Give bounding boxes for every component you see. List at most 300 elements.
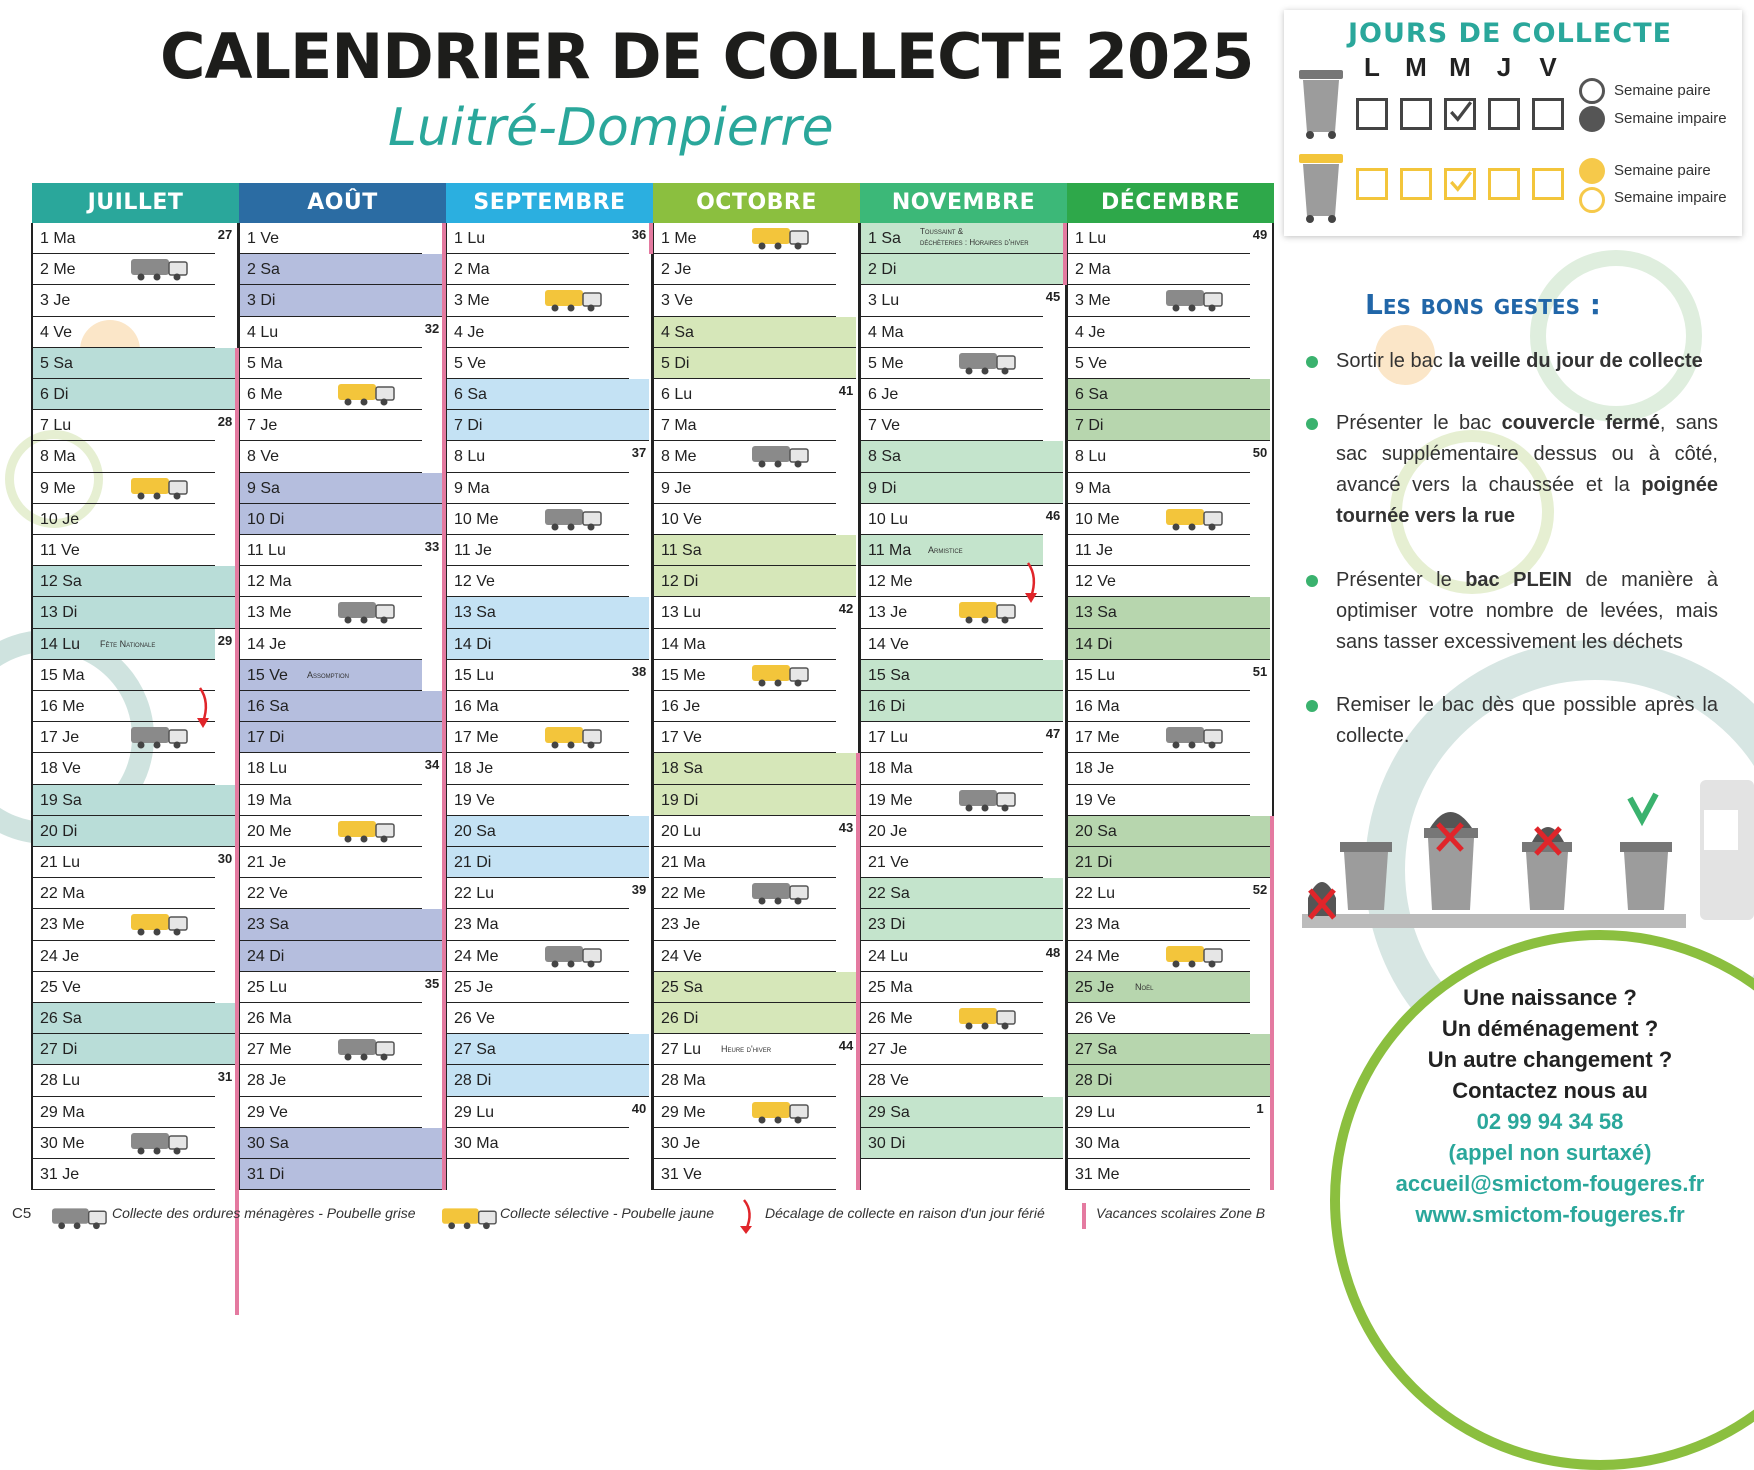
- day-row: [446, 941, 629, 972]
- bins-illustration: [1300, 770, 1754, 940]
- day-label: 5 Me: [868, 354, 904, 372]
- week-number: 44: [838, 1038, 854, 1054]
- day-label: 27 Lu: [661, 1041, 702, 1059]
- day-label: 30 Sa: [247, 1134, 289, 1152]
- day-row: [1067, 566, 1250, 597]
- day-label: 11 Sa: [661, 542, 702, 559]
- yellow-truck-icon: [338, 382, 396, 406]
- even-week-grey-legend-dot: [1579, 78, 1605, 104]
- week-number: 48: [1045, 944, 1061, 960]
- day-label: 6 Di: [40, 386, 69, 403]
- day-label: 19 Me: [868, 791, 913, 809]
- day-row: [32, 941, 215, 972]
- week-number: 29: [217, 632, 233, 648]
- day-label: 28 Lu: [40, 1072, 81, 1090]
- day-label: 2 Ma: [454, 261, 490, 279]
- day-label: 15 Lu: [454, 666, 495, 684]
- day-label: 4 Je: [454, 323, 485, 341]
- day-label: 6 Lu: [661, 386, 693, 403]
- day-row: [1067, 285, 1250, 316]
- day-label: 3 Me: [454, 292, 490, 310]
- month-column: [1067, 183, 1274, 1183]
- day-row: [239, 629, 422, 660]
- day-label: 12 Sa: [40, 573, 82, 591]
- day-row: [653, 410, 836, 441]
- weekday-letter: J: [1496, 52, 1512, 82]
- day-row: [239, 691, 442, 722]
- website-link[interactable]: www.smictom-fougeres.fr: [1415, 1202, 1685, 1227]
- day-row: [239, 1128, 442, 1159]
- day-row: [860, 441, 1063, 472]
- day-label: 25 Je: [454, 978, 494, 996]
- yellow-collection-day-checkbox[interactable]: [1488, 168, 1520, 200]
- day-row: [32, 254, 215, 285]
- month-header: NOVEMBRE: [860, 183, 1067, 223]
- day-row: [446, 722, 629, 753]
- day-label: 29 Lu: [1075, 1103, 1116, 1121]
- day-row: [860, 379, 1043, 410]
- day-row: [32, 348, 235, 379]
- day-row: [239, 847, 422, 878]
- day-row: [446, 629, 649, 660]
- phone-note: (appel non surtaxé): [1448, 1140, 1652, 1165]
- day-row: [239, 722, 442, 753]
- grey-collection-day-checkbox[interactable]: [1444, 98, 1476, 130]
- day-row: [239, 941, 442, 972]
- day-label: 29 Lu: [454, 1103, 495, 1121]
- day-row: [1067, 473, 1250, 504]
- day-label: 2 Ma: [1075, 261, 1111, 279]
- day-row: [860, 909, 1063, 940]
- day-label: 2 Me: [40, 261, 76, 279]
- day-label: 5 Sa: [40, 354, 73, 372]
- day-label: 13 Me: [247, 604, 292, 622]
- week-number: 38: [631, 663, 647, 679]
- good-practice-tip: [1336, 346, 1718, 377]
- day-label: 19 Di: [661, 791, 699, 809]
- day-label: 22 Sa: [868, 885, 910, 903]
- day-label: 3 Me: [1075, 292, 1111, 310]
- day-label: 10 Ve: [661, 510, 702, 528]
- day-label: 8 Lu: [454, 448, 486, 466]
- day-row: [239, 317, 422, 348]
- day-row: [32, 753, 215, 784]
- day-row: [446, 379, 649, 410]
- day-row: [653, 535, 856, 566]
- grey-collection-day-checkbox[interactable]: [1356, 98, 1388, 130]
- day-label: 4 Sa: [661, 323, 694, 341]
- day-label: 18 Ma: [868, 760, 913, 778]
- day-row: [653, 785, 856, 816]
- day-label: 25 Je: [1075, 978, 1115, 996]
- day-label: 13 Je: [868, 604, 908, 622]
- day-label: 7 Je: [247, 417, 278, 435]
- day-label: 25 Lu: [247, 978, 288, 996]
- week-number: 37: [631, 445, 647, 461]
- day-row: [653, 566, 856, 597]
- day-row: [239, 473, 442, 504]
- day-label: 11 Ve: [40, 542, 80, 559]
- day-row: [860, 317, 1043, 348]
- day-row: [860, 629, 1043, 660]
- tip-bullet: [1306, 700, 1318, 712]
- collection-days-box: [1284, 10, 1742, 236]
- day-label: 13 Sa: [454, 604, 496, 622]
- good-practice-tip: [1336, 565, 1718, 658]
- grey-truck-icon: [1166, 725, 1224, 749]
- day-row: [860, 722, 1043, 753]
- day-row: [1067, 816, 1270, 847]
- day-label: 24 Di: [247, 947, 285, 965]
- day-label: 30 Di: [868, 1134, 906, 1152]
- day-label: 14 Ve: [868, 635, 909, 653]
- grey-collection-day-checkbox[interactable]: [1532, 98, 1564, 130]
- tip-emphasis: la veille du jour de collecte: [1448, 350, 1703, 372]
- tip-bullet: [1306, 356, 1318, 368]
- week-number: 33: [424, 539, 440, 554]
- day-label: 7 Ve: [868, 417, 901, 435]
- day-row: [239, 909, 442, 940]
- day-row: [32, 1128, 215, 1159]
- day-row: [1067, 1128, 1250, 1159]
- week-number: 47: [1045, 726, 1061, 742]
- day-label: 27 Sa: [454, 1041, 496, 1059]
- day-label: 18 Je: [454, 760, 494, 778]
- day-label: 4 Ve: [40, 323, 73, 341]
- day-label: 4 Ma: [868, 323, 904, 341]
- week-number: 41: [838, 383, 854, 398]
- day-row: [446, 348, 629, 379]
- day-row: [446, 1128, 629, 1159]
- tip-text: , sans sac supplémentaire dessus ou à côté, avancé vers la chaussée et la: [1336, 412, 1719, 496]
- week-number: 28: [217, 414, 233, 430]
- good-practices-title: Les bons gestes :: [1365, 288, 1601, 321]
- day-label: 22 Lu: [1075, 885, 1116, 903]
- month-header: OCTOBRE: [653, 183, 860, 223]
- day-row: [1067, 597, 1270, 628]
- holiday-shift-arrow-icon: [194, 686, 214, 731]
- day-label: 25 Sa: [661, 978, 703, 996]
- even-week-label: Semaine paire: [1614, 162, 1711, 179]
- day-label: 14 Je: [247, 635, 287, 653]
- grey-collection-day-checkbox[interactable]: [1400, 98, 1432, 130]
- day-label: 19 Ve: [454, 791, 495, 809]
- day-label: 1 Sa: [868, 230, 901, 247]
- holiday-note: Armistice: [928, 545, 963, 555]
- tip-text: Sortir le bac: [1336, 350, 1449, 372]
- day-label: 9 Je: [661, 479, 692, 497]
- week-number: 35: [424, 975, 440, 991]
- weekday-letter: M: [1405, 52, 1427, 82]
- day-row: [1067, 441, 1250, 472]
- yellow-truck-icon: [338, 819, 396, 843]
- yellow-truck-icon: [959, 600, 1017, 624]
- day-label: 1 Lu: [1075, 230, 1107, 247]
- day-label: 27 Di: [40, 1041, 78, 1059]
- day-label: 25 Ma: [868, 978, 913, 996]
- week-number: 45: [1045, 289, 1061, 305]
- day-row: [446, 285, 629, 316]
- day-row: [32, 972, 215, 1003]
- yellow-truck-icon: [752, 663, 810, 687]
- contact-block: [1360, 982, 1740, 1230]
- day-label: 23 Ma: [1075, 916, 1120, 934]
- day-row: [32, 473, 215, 504]
- yellow-truck-icon: [131, 912, 189, 936]
- day-row: [653, 348, 856, 379]
- day-row: [446, 317, 629, 348]
- day-row: [653, 972, 856, 1003]
- grey-truck-icon: [338, 600, 396, 624]
- yellow-collection-day-checkbox[interactable]: [1532, 168, 1564, 200]
- grey-bin-icon: [1298, 68, 1344, 140]
- day-row: [32, 535, 215, 566]
- day-label: 13 Lu: [661, 604, 702, 622]
- school-holiday-bar: [442, 223, 446, 1190]
- day-row: [32, 847, 215, 878]
- day-row: [32, 1065, 215, 1096]
- week-number: 34: [424, 757, 440, 773]
- week-number: 46: [1045, 507, 1061, 523]
- yellow-truck-icon: [545, 288, 603, 312]
- day-row: [1067, 691, 1250, 722]
- tip-text: Présenter le: [1336, 569, 1466, 591]
- day-label: 29 Me: [661, 1103, 706, 1121]
- day-label: 12 Ve: [1075, 573, 1116, 591]
- day-label: 17 Je: [40, 729, 80, 747]
- day-row: [1067, 785, 1250, 816]
- grey-truck-icon: [338, 1037, 396, 1061]
- day-label: 3 Ve: [661, 292, 694, 310]
- day-row: [32, 1159, 215, 1190]
- day-label: 27 Je: [868, 1041, 908, 1059]
- column-divider: [1066, 223, 1068, 1190]
- day-label: 26 Ve: [454, 1010, 495, 1027]
- day-label: 23 Me: [40, 916, 85, 934]
- day-row: [239, 223, 422, 254]
- good-practice-tip: [1336, 408, 1718, 532]
- day-row: [239, 785, 422, 816]
- day-label: 6 Me: [247, 386, 283, 403]
- day-row: [653, 285, 836, 316]
- day-row: [1067, 223, 1250, 254]
- day-row: [1067, 847, 1270, 878]
- tip-emphasis: bac PLEIN: [1465, 569, 1573, 591]
- day-label: 16 Ma: [454, 698, 499, 715]
- yellow-truck-icon: [752, 226, 810, 250]
- day-row: [446, 504, 629, 535]
- day-row: [239, 504, 442, 535]
- day-label: 20 Sa: [454, 822, 496, 840]
- week-number: 52: [1252, 882, 1268, 898]
- yellow-collection-day-checkbox[interactable]: [1444, 168, 1476, 200]
- grey-truck-icon: [131, 257, 189, 281]
- yellow-truck-icon: [1166, 507, 1224, 531]
- day-label: 6 Sa: [1075, 386, 1108, 403]
- day-row: [239, 348, 422, 379]
- phone-number[interactable]: 02 99 94 34 58: [1476, 1109, 1624, 1134]
- day-row: [239, 878, 422, 909]
- day-row: [860, 1128, 1063, 1159]
- day-label: 10 Me: [1075, 510, 1120, 528]
- legend-vacances-label: Vacances scolaires Zone B: [1096, 1205, 1266, 1221]
- week-number: 42: [838, 601, 854, 617]
- day-row: [446, 909, 629, 940]
- day-row: [1067, 1065, 1270, 1096]
- holiday-note-line: Toussaint &: [920, 227, 964, 236]
- day-label: 15 Me: [661, 666, 706, 684]
- day-label: 4 Je: [1075, 323, 1106, 341]
- day-label: 13 Sa: [1075, 604, 1117, 622]
- day-row: [860, 566, 1043, 597]
- day-row: [32, 691, 215, 722]
- day-row: [860, 785, 1043, 816]
- day-label: 27 Sa: [1075, 1041, 1117, 1059]
- day-row: [239, 753, 422, 784]
- day-row: [239, 410, 422, 441]
- day-label: 5 Ve: [454, 354, 487, 372]
- day-row: [446, 1065, 649, 1096]
- day-row: [653, 223, 836, 254]
- day-label: 8 Me: [661, 448, 697, 466]
- day-row: [32, 410, 215, 441]
- day-label: 14 Lu: [40, 635, 81, 653]
- day-label: 3 Di: [247, 292, 276, 310]
- tip-text: de manière à optimiser votre nombre de levées, mais sans tasser excessivement les déchets: [1336, 569, 1719, 653]
- day-row: [32, 816, 235, 847]
- day-row: [653, 629, 836, 660]
- day-label: 14 Di: [1075, 635, 1113, 653]
- day-row: [239, 254, 442, 285]
- day-row: [860, 535, 1043, 566]
- day-row: [446, 473, 629, 504]
- day-row: [239, 816, 422, 847]
- day-row: [860, 1003, 1043, 1034]
- tip-emphasis: couvercle fermé: [1501, 412, 1660, 434]
- day-label: 21 Di: [454, 854, 492, 871]
- day-label: 24 Lu: [868, 947, 909, 965]
- day-label: 21 Je: [247, 854, 287, 871]
- day-row: [446, 972, 629, 1003]
- day-label: 26 Ve: [1075, 1010, 1116, 1027]
- day-row: [860, 941, 1043, 972]
- day-row: [860, 847, 1043, 878]
- day-row: [239, 535, 422, 566]
- month-header: JUILLET: [32, 183, 239, 223]
- school-holiday-bar: [856, 753, 860, 1190]
- day-row: [32, 285, 215, 316]
- day-label: 29 Ve: [247, 1103, 288, 1121]
- day-label: 21 Ma: [661, 854, 706, 871]
- day-row: [860, 504, 1043, 535]
- day-label: 26 Me: [868, 1010, 913, 1027]
- yellow-collection-day-checkbox[interactable]: [1356, 168, 1388, 200]
- day-row: [653, 847, 836, 878]
- day-row: [446, 785, 629, 816]
- day-row: [653, 441, 836, 472]
- day-label: 3 Lu: [868, 292, 900, 310]
- week-number: 39: [631, 882, 647, 898]
- day-row: [860, 348, 1043, 379]
- day-row: [239, 379, 422, 410]
- month-header: SEPTEMBRE: [446, 183, 653, 223]
- day-row: [1067, 535, 1250, 566]
- day-row: [653, 1128, 836, 1159]
- day-label: 16 Di: [868, 698, 906, 715]
- odd-week-label: Semaine impaire: [1614, 110, 1727, 127]
- yellow-collection-day-checkbox[interactable]: [1400, 168, 1432, 200]
- grey-truck-icon: [752, 444, 810, 468]
- day-label: 28 Di: [454, 1072, 492, 1090]
- day-row: [32, 597, 235, 628]
- day-label: 11 Ma: [868, 542, 912, 559]
- day-row: [860, 972, 1043, 1003]
- day-row: [860, 410, 1043, 441]
- day-label: 28 Ve: [868, 1072, 909, 1090]
- day-row: [32, 660, 215, 691]
- day-row: [653, 909, 836, 940]
- day-label: 28 Di: [1075, 1072, 1113, 1090]
- day-row: [653, 473, 836, 504]
- month-column: [860, 183, 1067, 1152]
- contact-line: Une naissance ?: [1463, 985, 1637, 1010]
- day-label: 24 Me: [454, 947, 499, 965]
- day-label: 5 Ma: [247, 354, 283, 372]
- day-label: 22 Lu: [454, 885, 495, 903]
- day-row: [446, 753, 629, 784]
- holiday-shift-arrow-icon: [738, 1198, 758, 1238]
- day-label: 1 Me: [661, 230, 697, 247]
- day-label: 7 Di: [1075, 417, 1104, 435]
- day-row: [446, 816, 649, 847]
- day-label: 14 Di: [454, 635, 492, 653]
- day-row: [32, 566, 235, 597]
- day-row: [32, 722, 215, 753]
- day-row: [653, 1159, 836, 1190]
- day-row: [653, 1065, 836, 1096]
- day-label: 22 Me: [661, 885, 706, 903]
- day-label: 9 Di: [868, 479, 897, 497]
- email-link[interactable]: accueil@smictom-fougeres.fr: [1395, 1171, 1705, 1196]
- day-row: [860, 473, 1063, 504]
- day-label: 16 Sa: [247, 698, 289, 715]
- week-number: 40: [631, 1100, 647, 1116]
- legend-yellow-label: Collecte sélective - Poubelle jaune: [500, 1205, 715, 1221]
- week-number: 31: [217, 1069, 233, 1085]
- contact-line: Un autre changement ?: [1427, 1047, 1673, 1072]
- grey-collection-day-checkbox[interactable]: [1488, 98, 1520, 130]
- day-row: [653, 878, 836, 909]
- week-number: 49: [1252, 227, 1268, 242]
- day-label: 26 Ma: [247, 1010, 292, 1027]
- day-row: [653, 941, 836, 972]
- day-label: 11 Je: [454, 542, 492, 559]
- day-row: [1067, 753, 1250, 784]
- day-label: 26 Sa: [40, 1010, 82, 1027]
- yellow-truck-icon: [1166, 944, 1224, 968]
- day-label: 20 Sa: [1075, 822, 1117, 840]
- day-label: 13 Di: [40, 604, 78, 622]
- day-label: 16 Ma: [1075, 698, 1120, 715]
- day-row: [446, 1097, 629, 1128]
- day-label: 27 Me: [247, 1041, 292, 1059]
- week-number: 1: [1256, 1100, 1264, 1116]
- tip-emphasis: poignée tournée vers la rue: [1336, 474, 1718, 527]
- day-label: 22 Ve: [247, 885, 288, 903]
- day-label: 1 Ve: [247, 230, 280, 247]
- yellow-truck-icon: [959, 1006, 1017, 1030]
- day-label: 25 Ve: [40, 978, 81, 996]
